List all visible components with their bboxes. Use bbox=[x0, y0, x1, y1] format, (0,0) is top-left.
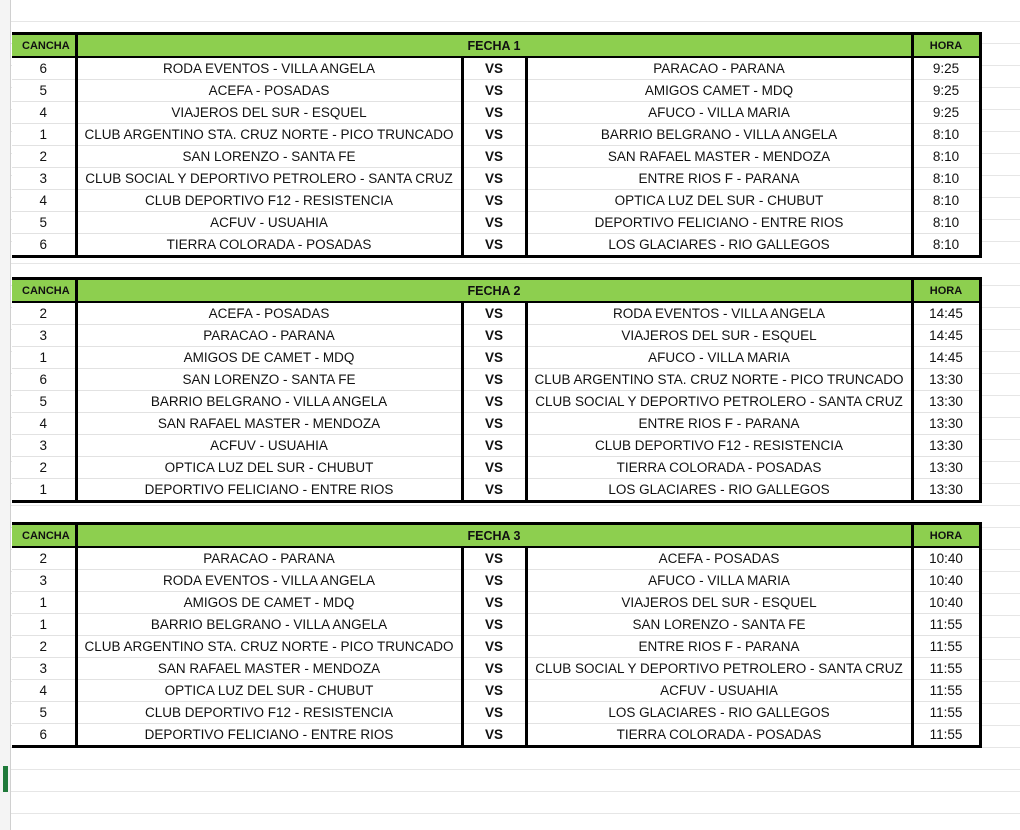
vs-cell[interactable]: VS bbox=[462, 391, 526, 413]
vs-cell[interactable]: VS bbox=[462, 457, 526, 479]
cancha-cell[interactable]: 6 bbox=[12, 234, 76, 257]
cancha-cell[interactable]: 2 bbox=[12, 547, 76, 570]
fecha-3-table bbox=[12, 522, 980, 748]
hora-cell[interactable]: 9:25 bbox=[912, 102, 980, 124]
match-row bbox=[12, 212, 980, 234]
cancha-cell[interactable]: 5 bbox=[12, 80, 76, 102]
match-row bbox=[12, 702, 980, 724]
header-row bbox=[12, 524, 980, 548]
vs-cell[interactable]: VS bbox=[462, 413, 526, 435]
away-team-cell[interactable]: LOS GLACIARES - RIO GALLEGOS bbox=[526, 234, 912, 257]
vs-cell[interactable]: VS bbox=[462, 347, 526, 369]
match-row bbox=[12, 658, 980, 680]
cancha-cell[interactable]: 1 bbox=[12, 479, 76, 502]
match-row bbox=[12, 636, 980, 658]
vs-cell[interactable]: VS bbox=[462, 325, 526, 347]
match-row bbox=[12, 57, 980, 80]
match-row bbox=[12, 457, 980, 479]
away-team-cell[interactable]: RODA EVENTOS - VILLA ANGELA bbox=[526, 302, 912, 325]
hora-cell[interactable]: 10:40 bbox=[912, 547, 980, 570]
hora-header[interactable]: HORA bbox=[912, 524, 980, 548]
vs-cell[interactable]: VS bbox=[462, 702, 526, 724]
fecha-title[interactable]: FECHA 3 bbox=[76, 524, 912, 548]
hora-cell[interactable]: 14:45 bbox=[912, 302, 980, 325]
match-row bbox=[12, 80, 980, 102]
hora-cell[interactable]: 13:30 bbox=[912, 391, 980, 413]
home-team-cell[interactable]: CLUB SOCIAL Y DEPORTIVO PETROLERO - SANTA CRUZ bbox=[76, 168, 462, 190]
home-team-cell[interactable]: TIERRA COLORADA - POSADAS bbox=[76, 234, 462, 257]
match-row bbox=[12, 570, 980, 592]
vs-cell[interactable]: VS bbox=[462, 435, 526, 457]
hora-header[interactable]: HORA bbox=[912, 34, 980, 58]
cancha-cell[interactable]: 5 bbox=[12, 391, 76, 413]
match-row bbox=[12, 724, 980, 747]
away-team-cell[interactable]: CLUB DEPORTIVO F12 - RESISTENCIA bbox=[526, 435, 912, 457]
cancha-cell[interactable]: 4 bbox=[12, 680, 76, 702]
away-team-cell[interactable]: LOS GLACIARES - RIO GALLEGOS bbox=[526, 479, 912, 502]
home-team-cell[interactable]: OPTICA LUZ DEL SUR - CHUBUT bbox=[76, 457, 462, 479]
vs-cell[interactable]: VS bbox=[462, 636, 526, 658]
vs-cell[interactable]: VS bbox=[462, 658, 526, 680]
fecha-1-table bbox=[12, 32, 980, 258]
cancha-cell[interactable]: 2 bbox=[12, 146, 76, 168]
home-team-cell[interactable]: CLUB DEPORTIVO F12 - RESISTENCIA bbox=[76, 190, 462, 212]
home-team-cell[interactable]: DEPORTIVO FELICIANO - ENTRE RIOS bbox=[76, 724, 462, 747]
vs-cell[interactable]: VS bbox=[462, 212, 526, 234]
home-team-cell[interactable]: CLUB DEPORTIVO F12 - RESISTENCIA bbox=[76, 702, 462, 724]
match-row bbox=[12, 680, 980, 702]
vs-cell[interactable]: VS bbox=[462, 724, 526, 747]
hora-cell[interactable]: 14:45 bbox=[912, 325, 980, 347]
vs-cell[interactable]: VS bbox=[462, 369, 526, 391]
match-row bbox=[12, 592, 980, 614]
active-cell-indicator[interactable] bbox=[3, 766, 8, 792]
away-team-cell[interactable]: ACEFA - POSADAS bbox=[526, 547, 912, 570]
away-team-cell[interactable]: TIERRA COLORADA - POSADAS bbox=[526, 724, 912, 747]
cancha-header[interactable]: CANCHA bbox=[12, 279, 76, 303]
hora-cell[interactable]: 13:30 bbox=[912, 369, 980, 391]
match-row bbox=[12, 325, 980, 347]
cancha-cell[interactable]: 5 bbox=[12, 212, 76, 234]
cancha-header[interactable]: CANCHA bbox=[12, 524, 76, 548]
away-team-cell[interactable]: SAN RAFAEL MASTER - MENDOZA bbox=[526, 146, 912, 168]
hora-cell[interactable]: 8:10 bbox=[912, 168, 980, 190]
hora-cell[interactable]: 11:55 bbox=[912, 636, 980, 658]
home-team-cell[interactable]: AMIGOS DE CAMET - MDQ bbox=[76, 347, 462, 369]
fecha-title[interactable]: FECHA 2 bbox=[76, 279, 912, 303]
hora-cell[interactable]: 11:55 bbox=[912, 724, 980, 747]
hora-cell[interactable]: 8:10 bbox=[912, 124, 980, 146]
home-team-cell[interactable]: PARACAO - PARANA bbox=[76, 325, 462, 347]
hora-cell[interactable]: 8:10 bbox=[912, 212, 980, 234]
match-row bbox=[12, 234, 980, 257]
vs-cell[interactable]: VS bbox=[462, 80, 526, 102]
hora-cell[interactable]: 8:10 bbox=[912, 190, 980, 212]
home-team-cell[interactable]: SAN RAFAEL MASTER - MENDOZA bbox=[76, 413, 462, 435]
hora-cell[interactable]: 9:25 bbox=[912, 57, 980, 80]
away-team-cell[interactable]: BARRIO BELGRANO - VILLA ANGELA bbox=[526, 124, 912, 146]
away-team-cell[interactable]: ENTRE RIOS F - PARANA bbox=[526, 168, 912, 190]
cancha-cell[interactable]: 3 bbox=[12, 325, 76, 347]
away-team-cell[interactable]: ENTRE RIOS F - PARANA bbox=[526, 636, 912, 658]
away-team-cell[interactable]: AFUCO - VILLA MARIA bbox=[526, 347, 912, 369]
vs-cell[interactable]: VS bbox=[462, 57, 526, 80]
fixture-table bbox=[12, 277, 982, 503]
row-gutter bbox=[0, 0, 11, 830]
away-team-cell[interactable]: ACFUV - USUAHIA bbox=[526, 680, 912, 702]
fecha-2-table bbox=[12, 277, 980, 503]
home-team-cell[interactable]: BARRIO BELGRANO - VILLA ANGELA bbox=[76, 391, 462, 413]
home-team-cell[interactable]: CLUB ARGENTINO STA. CRUZ NORTE - PICO TRUNCADO bbox=[76, 636, 462, 658]
hora-cell[interactable]: 13:30 bbox=[912, 413, 980, 435]
match-row bbox=[12, 168, 980, 190]
cancha-cell[interactable]: 3 bbox=[12, 435, 76, 457]
cancha-cell[interactable]: 6 bbox=[12, 369, 76, 391]
home-team-cell[interactable]: ACFUV - USUAHIA bbox=[76, 435, 462, 457]
vs-cell[interactable]: VS bbox=[462, 680, 526, 702]
away-team-cell[interactable]: VIAJEROS DEL SUR - ESQUEL bbox=[526, 325, 912, 347]
cancha-cell[interactable]: 4 bbox=[12, 190, 76, 212]
home-team-cell[interactable]: SAN LORENZO - SANTA FE bbox=[76, 146, 462, 168]
vs-cell[interactable]: VS bbox=[462, 102, 526, 124]
match-row bbox=[12, 369, 980, 391]
hora-cell[interactable]: 11:55 bbox=[912, 614, 980, 636]
cancha-cell[interactable]: 3 bbox=[12, 570, 76, 592]
cancha-cell[interactable]: 3 bbox=[12, 658, 76, 680]
match-row bbox=[12, 413, 980, 435]
away-team-cell[interactable]: VIAJEROS DEL SUR - ESQUEL bbox=[526, 592, 912, 614]
home-team-cell[interactable]: CLUB ARGENTINO STA. CRUZ NORTE - PICO TRUNCADO bbox=[76, 124, 462, 146]
match-row bbox=[12, 347, 980, 369]
hora-cell[interactable]: 10:40 bbox=[912, 592, 980, 614]
cancha-cell[interactable]: 3 bbox=[12, 168, 76, 190]
away-team-cell[interactable]: AFUCO - VILLA MARIA bbox=[526, 570, 912, 592]
home-team-cell[interactable]: OPTICA LUZ DEL SUR - CHUBUT bbox=[76, 680, 462, 702]
home-team-cell[interactable]: RODA EVENTOS - VILLA ANGELA bbox=[76, 57, 462, 80]
away-team-cell[interactable]: OPTICA LUZ DEL SUR - CHUBUT bbox=[526, 190, 912, 212]
cancha-cell[interactable]: 2 bbox=[12, 457, 76, 479]
home-team-cell[interactable]: DEPORTIVO FELICIANO - ENTRE RIOS bbox=[76, 479, 462, 502]
hora-cell[interactable]: 11:55 bbox=[912, 680, 980, 702]
match-row bbox=[12, 146, 980, 168]
match-row bbox=[12, 102, 980, 124]
vs-cell[interactable]: VS bbox=[462, 190, 526, 212]
away-team-cell[interactable]: AMIGOS CAMET - MDQ bbox=[526, 80, 912, 102]
vs-cell[interactable]: VS bbox=[462, 302, 526, 325]
vs-cell[interactable]: VS bbox=[462, 124, 526, 146]
away-team-cell[interactable]: LOS GLACIARES - RIO GALLEGOS bbox=[526, 702, 912, 724]
hora-cell[interactable]: 11:55 bbox=[912, 658, 980, 680]
cancha-cell[interactable]: 6 bbox=[12, 57, 76, 80]
home-team-cell[interactable]: ACEFA - POSADAS bbox=[76, 302, 462, 325]
hora-cell[interactable]: 13:30 bbox=[912, 457, 980, 479]
match-row bbox=[12, 391, 980, 413]
away-team-cell[interactable]: ENTRE RIOS F - PARANA bbox=[526, 413, 912, 435]
hora-cell[interactable]: 10:40 bbox=[912, 570, 980, 592]
match-row bbox=[12, 479, 980, 502]
match-row bbox=[12, 124, 980, 146]
away-team-cell[interactable]: SAN LORENZO - SANTA FE bbox=[526, 614, 912, 636]
hora-cell[interactable]: 9:25 bbox=[912, 80, 980, 102]
cancha-cell[interactable]: 1 bbox=[12, 347, 76, 369]
home-team-cell[interactable]: VIAJEROS DEL SUR - ESQUEL bbox=[76, 102, 462, 124]
cancha-cell[interactable]: 4 bbox=[12, 102, 76, 124]
cancha-cell[interactable]: 6 bbox=[12, 724, 76, 747]
vs-cell[interactable]: VS bbox=[462, 570, 526, 592]
home-team-cell[interactable]: RODA EVENTOS - VILLA ANGELA bbox=[76, 570, 462, 592]
home-team-cell[interactable]: BARRIO BELGRANO - VILLA ANGELA bbox=[76, 614, 462, 636]
away-team-cell[interactable]: CLUB SOCIAL Y DEPORTIVO PETROLERO - SANTA CRUZ bbox=[526, 658, 912, 680]
hora-cell[interactable]: 13:30 bbox=[912, 479, 980, 502]
home-team-cell[interactable]: AMIGOS DE CAMET - MDQ bbox=[76, 592, 462, 614]
cancha-cell[interactable]: 2 bbox=[12, 302, 76, 325]
vs-cell[interactable]: VS bbox=[462, 547, 526, 570]
cancha-header[interactable]: CANCHA bbox=[12, 34, 76, 58]
away-team-cell[interactable]: CLUB SOCIAL Y DEPORTIVO PETROLERO - SANTA CRUZ bbox=[526, 391, 912, 413]
header-row bbox=[12, 279, 980, 303]
away-team-cell[interactable]: DEPORTIVO FELICIANO - ENTRE RIOS bbox=[526, 212, 912, 234]
vs-cell[interactable]: VS bbox=[462, 168, 526, 190]
away-team-cell[interactable]: TIERRA COLORADA - POSADAS bbox=[526, 457, 912, 479]
cancha-cell[interactable]: 1 bbox=[12, 614, 76, 636]
match-row bbox=[12, 614, 980, 636]
home-team-cell[interactable]: PARACAO - PARANA bbox=[76, 547, 462, 570]
fixture-table bbox=[12, 522, 982, 748]
match-row bbox=[12, 435, 980, 457]
hora-cell[interactable]: 11:55 bbox=[912, 702, 980, 724]
match-row bbox=[12, 547, 980, 570]
cancha-cell[interactable]: 1 bbox=[12, 592, 76, 614]
header-row bbox=[12, 34, 980, 58]
vs-cell[interactable]: VS bbox=[462, 479, 526, 502]
home-team-cell[interactable]: ACFUV - USUAHIA bbox=[76, 212, 462, 234]
hora-cell[interactable]: 13:30 bbox=[912, 435, 980, 457]
home-team-cell[interactable]: SAN LORENZO - SANTA FE bbox=[76, 369, 462, 391]
home-team-cell[interactable]: ACEFA - POSADAS bbox=[76, 80, 462, 102]
hora-cell[interactable]: 14:45 bbox=[912, 347, 980, 369]
cancha-cell[interactable]: 4 bbox=[12, 413, 76, 435]
fecha-title[interactable]: FECHA 1 bbox=[76, 34, 912, 58]
fixture-table bbox=[12, 32, 982, 258]
match-row bbox=[12, 302, 980, 325]
away-team-cell[interactable]: CLUB ARGENTINO STA. CRUZ NORTE - PICO TRUNCADO bbox=[526, 369, 912, 391]
cancha-cell[interactable]: 2 bbox=[12, 636, 76, 658]
hora-cell[interactable]: 8:10 bbox=[912, 146, 980, 168]
vs-cell[interactable]: VS bbox=[462, 146, 526, 168]
away-team-cell[interactable]: PARACAO - PARANA bbox=[526, 57, 912, 80]
home-team-cell[interactable]: SAN RAFAEL MASTER - MENDOZA bbox=[76, 658, 462, 680]
vs-cell[interactable]: VS bbox=[462, 234, 526, 257]
away-team-cell[interactable]: AFUCO - VILLA MARIA bbox=[526, 102, 912, 124]
vs-cell[interactable]: VS bbox=[462, 614, 526, 636]
cancha-cell[interactable]: 1 bbox=[12, 124, 76, 146]
cancha-cell[interactable]: 5 bbox=[12, 702, 76, 724]
hora-cell[interactable]: 8:10 bbox=[912, 234, 980, 257]
vs-cell[interactable]: VS bbox=[462, 592, 526, 614]
hora-header[interactable]: HORA bbox=[912, 279, 980, 303]
match-row bbox=[12, 190, 980, 212]
